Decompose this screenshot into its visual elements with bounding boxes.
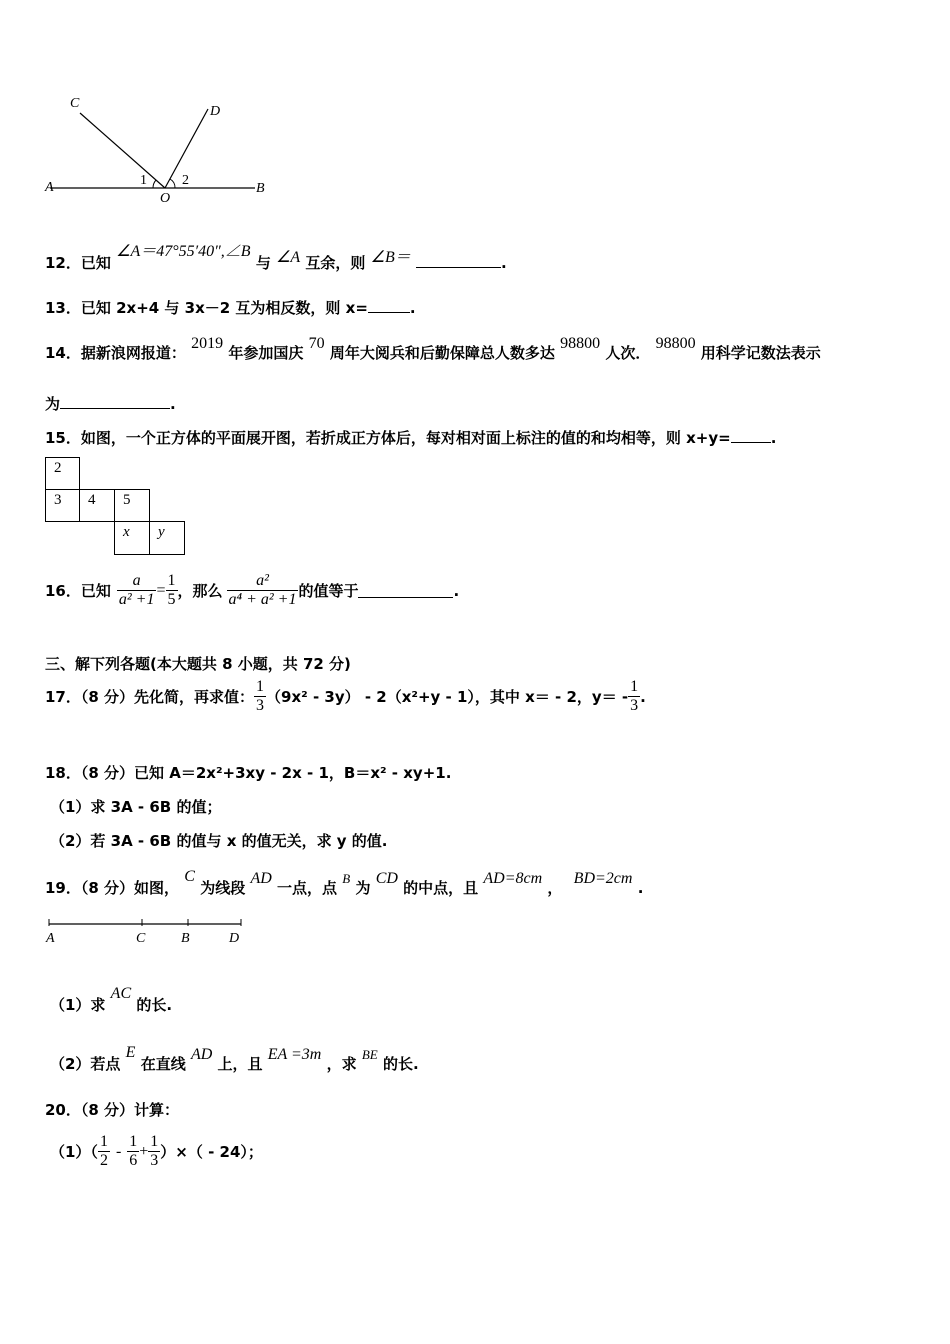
seg-label-D: D xyxy=(229,931,240,946)
section-title: 三、解下列各题(本大题共 8 小题，共 72 分) xyxy=(45,655,351,673)
angle-arc-1 xyxy=(153,180,156,188)
label-O: O xyxy=(160,191,171,206)
net-cell-5: 5 xyxy=(114,489,150,522)
fraction-20b: $\frac{1}{6}$ xyxy=(129,1133,138,1169)
question-14-line2: 为 . xyxy=(45,395,176,413)
angle-arc-2 xyxy=(170,179,175,188)
question-18: 18．（8 分）已知 A＝2x²+3xy - 2x - 1，B＝x² - xy+1. xyxy=(45,764,452,782)
question-13: 13．已知 2x+4 与 3x－2 互为相反数，则 x= . xyxy=(45,299,416,317)
fraction-17a: $\frac{1}{3}$ xyxy=(256,678,265,714)
question-19-part1: （1）求 AC 的长. xyxy=(50,985,173,1014)
fraction-1: $\frac{a}{\text{a² +1}}$ xyxy=(118,572,155,608)
fraction-2: $\frac{1}{5}$ xyxy=(167,572,176,608)
label-angle-1: 1 xyxy=(140,173,147,188)
answer-blank-16[interactable] xyxy=(358,583,453,598)
question-19-part2: （2）若点 E 在直线 AD 上，且 EA =3m ，求 BE 的长. xyxy=(50,1044,419,1073)
net-cell-2: 2 xyxy=(45,457,80,490)
question-15: 15．如图，一个正方体的平面展开图，若折成正方体后，每对相对面上标注的值的和均相等，则 x+y= . xyxy=(45,429,777,447)
label-A: A xyxy=(45,180,54,195)
question-14: 14．据新浪网报道： 2019 年参加国庆 70 周年大阅兵和后勤保障总人数多达 98800 人次． 98800 用科学记数法表示 xyxy=(45,335,821,362)
question-19: 19．（8 分）如图， C 为线段 AD 一点，点 B 为 CD 的中点，且 AD=8cm ， BD=2cm . xyxy=(45,868,644,897)
seg-label-C: C xyxy=(136,931,146,946)
fraction-20c: $\frac{1}{3}$ xyxy=(150,1133,159,1169)
answer-blank-14[interactable] xyxy=(60,394,170,409)
question-20: 20．（8 分）计算： xyxy=(45,1101,180,1119)
label-C: C xyxy=(70,96,80,111)
net-cell-y: y xyxy=(149,521,185,555)
question-16: 16．已知 $\frac{a}{\text{a² +1}}$ = $\frac{1}{5}$ ，那么 $\frac{\text{a²}}{\text{a⁴ + a² +1}}$ 的值等于 . xyxy=(45,572,460,608)
answer-blank-13[interactable] xyxy=(368,298,410,313)
net-cell-4: 4 xyxy=(79,489,115,522)
label-D: D xyxy=(210,104,221,119)
net-cell-x: x xyxy=(114,521,150,555)
segment-figure xyxy=(45,915,255,935)
label-angle-2: 2 xyxy=(182,173,189,188)
fraction-17b: $\frac{1}{3}$ xyxy=(630,678,639,714)
net-cell-3: 3 xyxy=(45,489,80,522)
question-18-part2: （2）若 3A - 6B 的值与 x 的值无关，求 y 的值. xyxy=(50,832,388,850)
ray-OC xyxy=(80,113,165,188)
fraction-20a: $\frac{1}{2}$ xyxy=(99,1133,108,1169)
fraction-3: $\frac{\text{a²}}{\text{a⁴ + a² +1}}$ xyxy=(228,572,297,608)
label-B: B xyxy=(256,181,265,196)
seg-label-B: B xyxy=(181,931,190,946)
question-20-part1: （1）（ $\frac{1}{2}$ - $\frac{1}{6}$ + $\frac{1}{3}$ ）×（ - 24）； xyxy=(50,1133,263,1169)
question-12: 12．已知 ∠A＝47°55′40″,∠B 与 ∠A 互余，则 ∠B＝ . xyxy=(45,243,507,272)
answer-blank-15[interactable] xyxy=(731,428,771,443)
question-18-part1: （1）求 3A - 6B 的值； xyxy=(50,798,222,816)
answer-blank-12[interactable] xyxy=(416,253,501,268)
seg-label-A: A xyxy=(46,931,55,946)
question-17: 17．（8 分）先化简，再求值： $\frac{1}{3}$ （9x² - 3y） - 2（x²+y - 1），其中 x＝ - 2，y＝ - $\frac{1}{3}$ . xyxy=(45,678,646,714)
